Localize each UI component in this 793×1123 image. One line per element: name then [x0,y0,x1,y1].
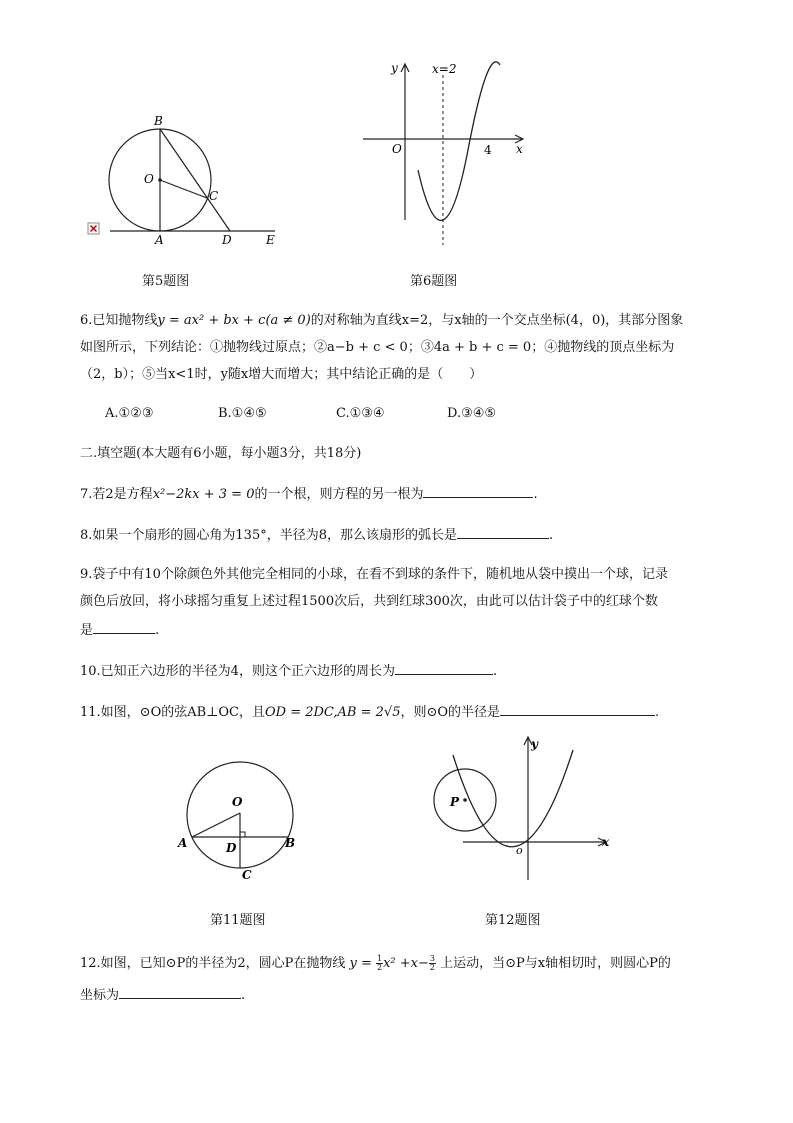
q11-end: . [655,705,660,720]
fig5-label-o: O [144,172,154,186]
q7-equation: x²−2kx + 3 = 0 [152,487,255,502]
fig11-right-angle-mark [240,832,245,837]
fig5-label-a: A [155,233,164,247]
fig5-label-b: B [154,114,163,128]
q12-line-2 [80,986,245,1004]
figure-11 [170,755,315,890]
q12-const-numerator: 3 [429,954,435,963]
q9-line-1: 9.袋子中有10个除颜色外其他完全相同的小球，在看不到球的条件下，随机地从袋中摸出一个球，记录 [80,567,668,582]
q11-answer-blank[interactable] [500,703,655,716]
q12-eq-middle: x² +x− [383,956,429,971]
fig12-label-y: y [531,737,538,751]
fig12-parabola [453,750,573,847]
fig11-caption: 第11题图 [210,913,266,928]
q10-end: . [492,664,498,679]
q9-line-3-text: 是 [80,623,94,638]
q6-line-3: （2，b）；⑤当x<1时，y随x增大而增大；其中结论正确的是（ ） [80,367,483,382]
q12-end-text: 上运动，当⊙P与x轴相切时，则圆心P的 [440,956,671,971]
q8-answer-blank[interactable] [457,526,549,539]
q7-answer-blank[interactable] [423,485,533,498]
q6-line-1-start: 6.已知抛物线 [80,313,158,328]
q6-option-a: A.①②③ [105,406,154,421]
fig12-caption: 第12题图 [485,913,541,928]
q8 [80,526,553,544]
q11-middle: ，则⊙O的半径是 [400,705,501,720]
q10-text: 10.已知正六边形的半径为4，则这个正六边形的周长为 [80,664,395,679]
q6-equation: y = ax² + bx + c(a ≠ 0) [157,313,311,328]
q12-line-1 [80,955,671,972]
q7 [80,485,538,503]
q11 [80,703,659,721]
q12-end: . [241,988,246,1003]
q8-end: . [549,528,554,543]
fig6-label-y: y [391,61,398,75]
figure-6 [355,55,540,250]
q11-start: 11.如图，⊙O的弦AB⊥OC，且 [80,705,265,720]
q12-half-numerator: 1 [377,954,383,963]
fig12-label-x: x [602,835,610,849]
q10-answer-blank[interactable] [395,662,493,675]
q6-line-2: 如图所示，下列结论：①抛物线过原点；②a−b + c < 0；③4a + b + c = 0；④抛物线的顶点坐标为 [80,340,675,355]
q9-line-3 [80,621,159,639]
fig5-label-e: E [266,233,275,247]
fig11-label-b: B [285,836,296,850]
fig11-label-o: O [232,795,243,809]
q9-end: . [155,623,160,638]
figure-5 [80,110,290,255]
q12-start: 12.如图，已知⊙P的半径为2，圆心P在抛物线 [80,956,346,971]
q8-text: 8.如果一个扇形的圆心角为135°，半径为8，那么该扇形的弧长是 [80,528,457,543]
fig12-point-p [463,798,467,802]
q6-line-1-end: 的对称轴为直线x=2，与x轴的一个交点坐标(4，0)，其部分图象 [310,313,684,328]
fig6-label-4: 4 [484,143,492,157]
q6-option-d: D.③④⑤ [447,406,497,421]
fig6-label-axis: x=2 [432,62,457,76]
fig6-label-x: x [516,142,523,156]
fig11-segment-oa [192,813,240,837]
q6-option-b: B.①④⑤ [218,406,267,421]
q12-line-2-text: 坐标为 [80,988,120,1003]
fig12-label-p: P [450,795,460,809]
q6-line-1 [80,313,683,329]
q7-start: 7.若2是方程 [80,487,153,502]
fig11-label-a: A [178,836,188,850]
fig12-label-o: o [516,844,523,857]
q9-answer-blank[interactable] [93,621,155,634]
q12-eq-y: y = [349,956,372,971]
fig11-label-c: C [242,868,252,882]
fig6-label-o: O [392,142,402,156]
section-2-heading: 二.填空题(本大题有6小题，每小题3分，共18分) [80,446,362,461]
q11-equation: OD = 2DC,AB = 2√5 [265,705,401,720]
q12-answer-blank[interactable] [119,986,241,999]
figure-12 [425,730,620,895]
q10 [80,662,497,680]
q6-option-c: C.①③④ [336,406,385,421]
q9-line-2: 颜色后放回，将小球摇匀重复上述过程1500次后，共到红球300次，由此可以估计袋子中的红球个数 [80,594,658,609]
fig5-segment-oc [160,180,207,198]
fig5-label-c: C [209,189,219,203]
q12-half-denominator: 2 [377,963,383,972]
fig5-caption: 第5题图 [142,274,190,289]
fig6-parabola [418,62,500,221]
fig6-caption: 第6题图 [410,274,458,289]
q12-fraction-const [429,955,436,972]
q7-end: . [533,487,538,502]
fig11-label-d: D [226,841,237,855]
fig5-line-bd [160,129,230,231]
q7-middle: 的一个根，则方程的另一根为 [254,487,424,502]
q12-const-denominator: 2 [429,963,435,972]
fig5-center-dot [158,178,162,182]
fig5-label-d: D [222,233,232,247]
